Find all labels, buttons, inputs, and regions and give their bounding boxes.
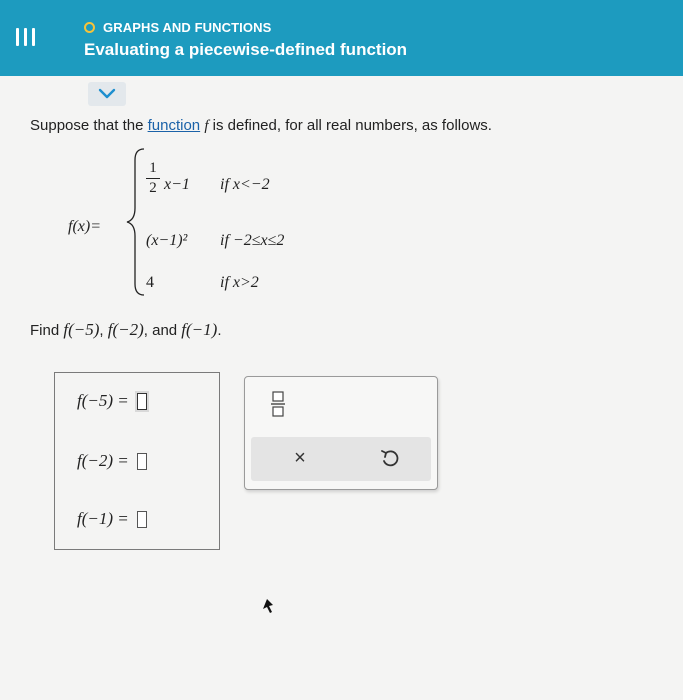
menu-icon[interactable] — [16, 28, 38, 46]
find-f1: f(−5) — [63, 320, 100, 339]
find-lead: Find — [30, 322, 64, 339]
piece1-condition: if x<−2 — [220, 176, 270, 193]
find-sep1: , — [99, 322, 108, 339]
find-f2: f(−2) — [107, 320, 144, 339]
find-instruction — [30, 320, 222, 340]
answer-input-1[interactable] — [137, 393, 147, 410]
topic-line — [84, 18, 271, 36]
piece3-expression: 4 — [146, 274, 154, 291]
fraction-denominator: 2 — [149, 180, 157, 196]
answer-row-1 — [77, 391, 147, 411]
answer-input-3[interactable] — [137, 511, 147, 528]
find-sep2: , and — [143, 322, 182, 339]
tool-action-bar — [251, 437, 431, 481]
mouse-cursor-icon — [262, 598, 274, 614]
function-lhs-text: f(x)= — [68, 218, 101, 235]
close-icon[interactable]: × — [294, 446, 306, 469]
answer-row-3 — [77, 509, 147, 529]
piece1-expression: x−1 — [164, 176, 190, 193]
undo-icon[interactable] — [379, 447, 401, 469]
progress-dot-icon — [84, 22, 95, 33]
answer-label-2: f(−2) = — [77, 451, 129, 470]
header-bar — [0, 0, 683, 76]
piece2-condition: if −2≤x≤2 — [220, 232, 285, 249]
piece2-expression: (x−1)² — [146, 232, 188, 249]
answer-label-3: f(−1) = — [77, 509, 129, 528]
answer-input-2[interactable] — [137, 453, 147, 470]
fraction-one-half — [146, 160, 160, 197]
problem-statement — [30, 117, 492, 135]
answer-label-1: f(−5) = — [77, 391, 129, 410]
find-f3: f(−1) — [181, 320, 218, 339]
page-title: Evaluating a piecewise-defined function — [84, 40, 408, 59]
function-lhs — [68, 218, 101, 236]
chevron-down-icon — [98, 88, 116, 100]
function-variable: f — [204, 118, 209, 134]
topic-label: GRAPHS AND FUNCTIONS — [103, 19, 272, 35]
answer-box — [54, 372, 220, 550]
left-brace — [124, 146, 146, 298]
piece3-condition: if x>2 — [220, 274, 259, 291]
prompt-text-after: is defined, for all real numbers, as follows. — [208, 117, 492, 134]
prompt-text-before: Suppose that the — [30, 117, 148, 134]
find-end: . — [217, 322, 222, 339]
answer-row-2 — [77, 451, 147, 471]
fraction-icon[interactable] — [271, 391, 285, 417]
collapse-button[interactable] — [88, 82, 126, 106]
fraction-numerator: 1 — [149, 160, 157, 176]
math-tool-panel — [244, 376, 438, 490]
fraction-bar — [146, 178, 160, 179]
function-link[interactable]: function — [147, 117, 201, 134]
